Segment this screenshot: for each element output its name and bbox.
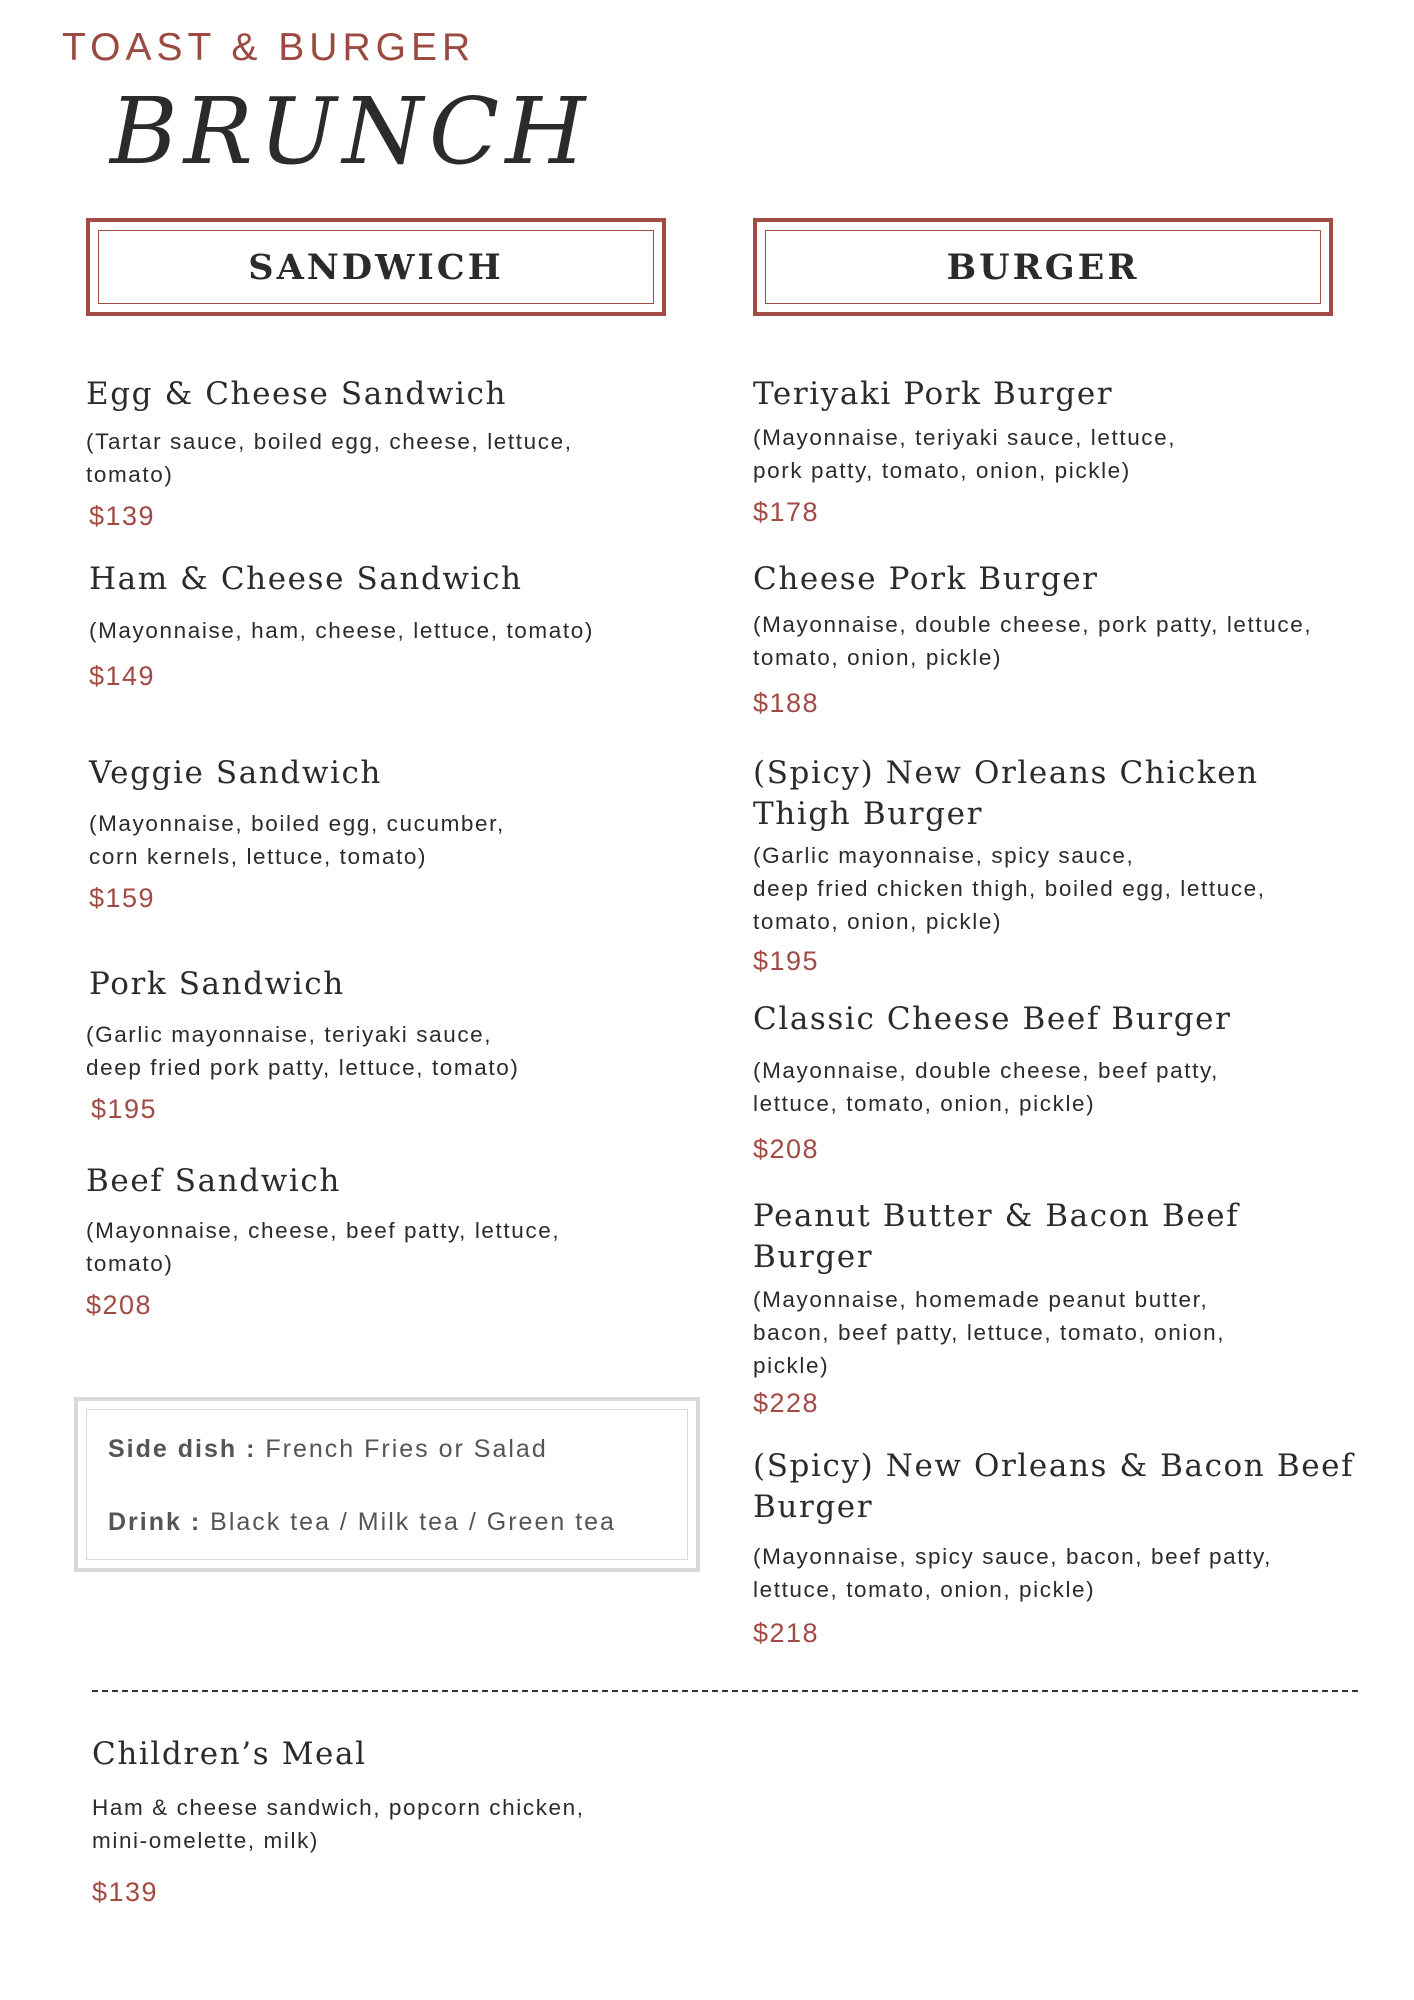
item-name: (Spicy) New Orleans Chicken Thigh Burger	[753, 755, 1259, 832]
drink-label: Drink :	[108, 1508, 202, 1536]
item-price: $178	[753, 497, 820, 527]
burger-heading: BURGER	[946, 246, 1140, 288]
item-description: (Garlic mayonnaise, teriyaki sauce, deep fried pork patty, lettuce, tomato)	[86, 1022, 520, 1080]
item-price: $208	[86, 1290, 153, 1320]
item-price: $139	[92, 1877, 159, 1907]
menu-item-teriyaki-pork-burger	[753, 374, 1176, 528]
burger-heading-inner	[765, 230, 1321, 304]
menu-item-new-orleans-bacon-burger	[753, 1446, 1354, 1649]
brand-name: TOAST & BURGER	[62, 26, 476, 69]
item-description: (Mayonnaise, teriyaki sauce, lettuce, pork patty, tomato, onion, pickle)	[753, 425, 1177, 483]
item-name: Veggie Sandwich	[89, 755, 382, 791]
menu-item-ham-cheese-sandwich	[89, 559, 594, 692]
item-description: Ham & cheese sandwich, popcorn chicken, mini-omelette, milk)	[92, 1795, 585, 1853]
item-price: $195	[91, 1094, 158, 1124]
item-name: Beef Sandwich	[86, 1163, 341, 1199]
item-description: (Garlic mayonnaise, spicy sauce, deep fried chicken thigh, boiled egg, lettuce, tomato, onion, pickle)	[753, 843, 1266, 934]
item-price: $218	[753, 1618, 820, 1648]
menu-title: BRUNCH	[110, 78, 592, 185]
side-dish-line	[108, 1435, 548, 1464]
menu-item-pork-sandwich	[86, 964, 519, 1125]
sandwich-heading: SANDWICH	[248, 246, 504, 288]
drink-line	[108, 1508, 616, 1537]
item-price: $208	[753, 1134, 820, 1164]
item-name: Egg & Cheese Sandwich	[86, 376, 508, 412]
item-description: (Tartar sauce, boiled egg, cheese, lettuce, tomato)	[86, 429, 573, 487]
side-dish-label: Side dish :	[108, 1435, 257, 1463]
side-drink-inner	[86, 1409, 688, 1560]
side-dish-value: French Fries or Salad	[265, 1435, 548, 1463]
burger-heading-box	[753, 218, 1333, 316]
menu-item-egg-cheese-sandwich	[86, 374, 573, 532]
side-drink-box	[74, 1397, 700, 1572]
menu-item-new-orleans-chicken-burger	[753, 753, 1266, 977]
sandwich-heading-inner	[98, 230, 654, 304]
item-price: $139	[89, 501, 156, 531]
menu-item-veggie-sandwich	[89, 753, 505, 914]
item-description: (Mayonnaise, cheese, beef patty, lettuce, tomato)	[86, 1218, 561, 1276]
item-price: $159	[89, 883, 156, 913]
item-description: (Mayonnaise, ham, cheese, lettuce, tomato)	[89, 618, 594, 643]
menu-item-childrens-meal	[92, 1734, 585, 1908]
item-price: $228	[753, 1388, 820, 1418]
item-name: Classic Cheese Beef Burger	[753, 1001, 1232, 1037]
item-description: (Mayonnaise, homemade peanut butter, bacon, beef patty, lettuce, tomato, onion, pickle)	[753, 1287, 1226, 1378]
item-name: Teriyaki Pork Burger	[753, 376, 1114, 412]
menu-item-peanut-butter-bacon-burger	[753, 1196, 1239, 1419]
item-name: Ham & Cheese Sandwich	[89, 561, 523, 597]
item-name: Cheese Pork Burger	[753, 561, 1099, 597]
item-description: (Mayonnaise, double cheese, beef patty, lettuce, tomato, onion, pickle)	[753, 1058, 1219, 1116]
menu-item-classic-cheese-beef-burger	[753, 999, 1232, 1165]
item-description: (Mayonnaise, spicy sauce, bacon, beef patty, lettuce, tomato, onion, pickle)	[753, 1544, 1272, 1602]
item-name: Peanut Butter & Bacon Beef Burger	[753, 1198, 1240, 1275]
item-name: Children’s Meal	[92, 1736, 367, 1772]
item-price: $188	[753, 688, 820, 718]
menu-item-beef-sandwich	[86, 1161, 560, 1321]
item-description: (Mayonnaise, double cheese, pork patty, lettuce, tomato, onion, pickle)	[753, 612, 1313, 670]
menu-item-cheese-pork-burger	[753, 559, 1312, 719]
item-price: $149	[89, 661, 156, 691]
section-divider	[92, 1690, 1358, 1692]
item-name: (Spicy) New Orleans & Bacon Beef Burger	[753, 1448, 1355, 1525]
item-description: (Mayonnaise, boiled egg, cucumber, corn kernels, lettuce, tomato)	[89, 811, 505, 869]
item-price: $195	[753, 946, 820, 976]
sandwich-heading-box	[86, 218, 666, 316]
drink-value: Black tea / Milk tea / Green tea	[210, 1508, 616, 1536]
item-name: Pork Sandwich	[89, 966, 345, 1002]
